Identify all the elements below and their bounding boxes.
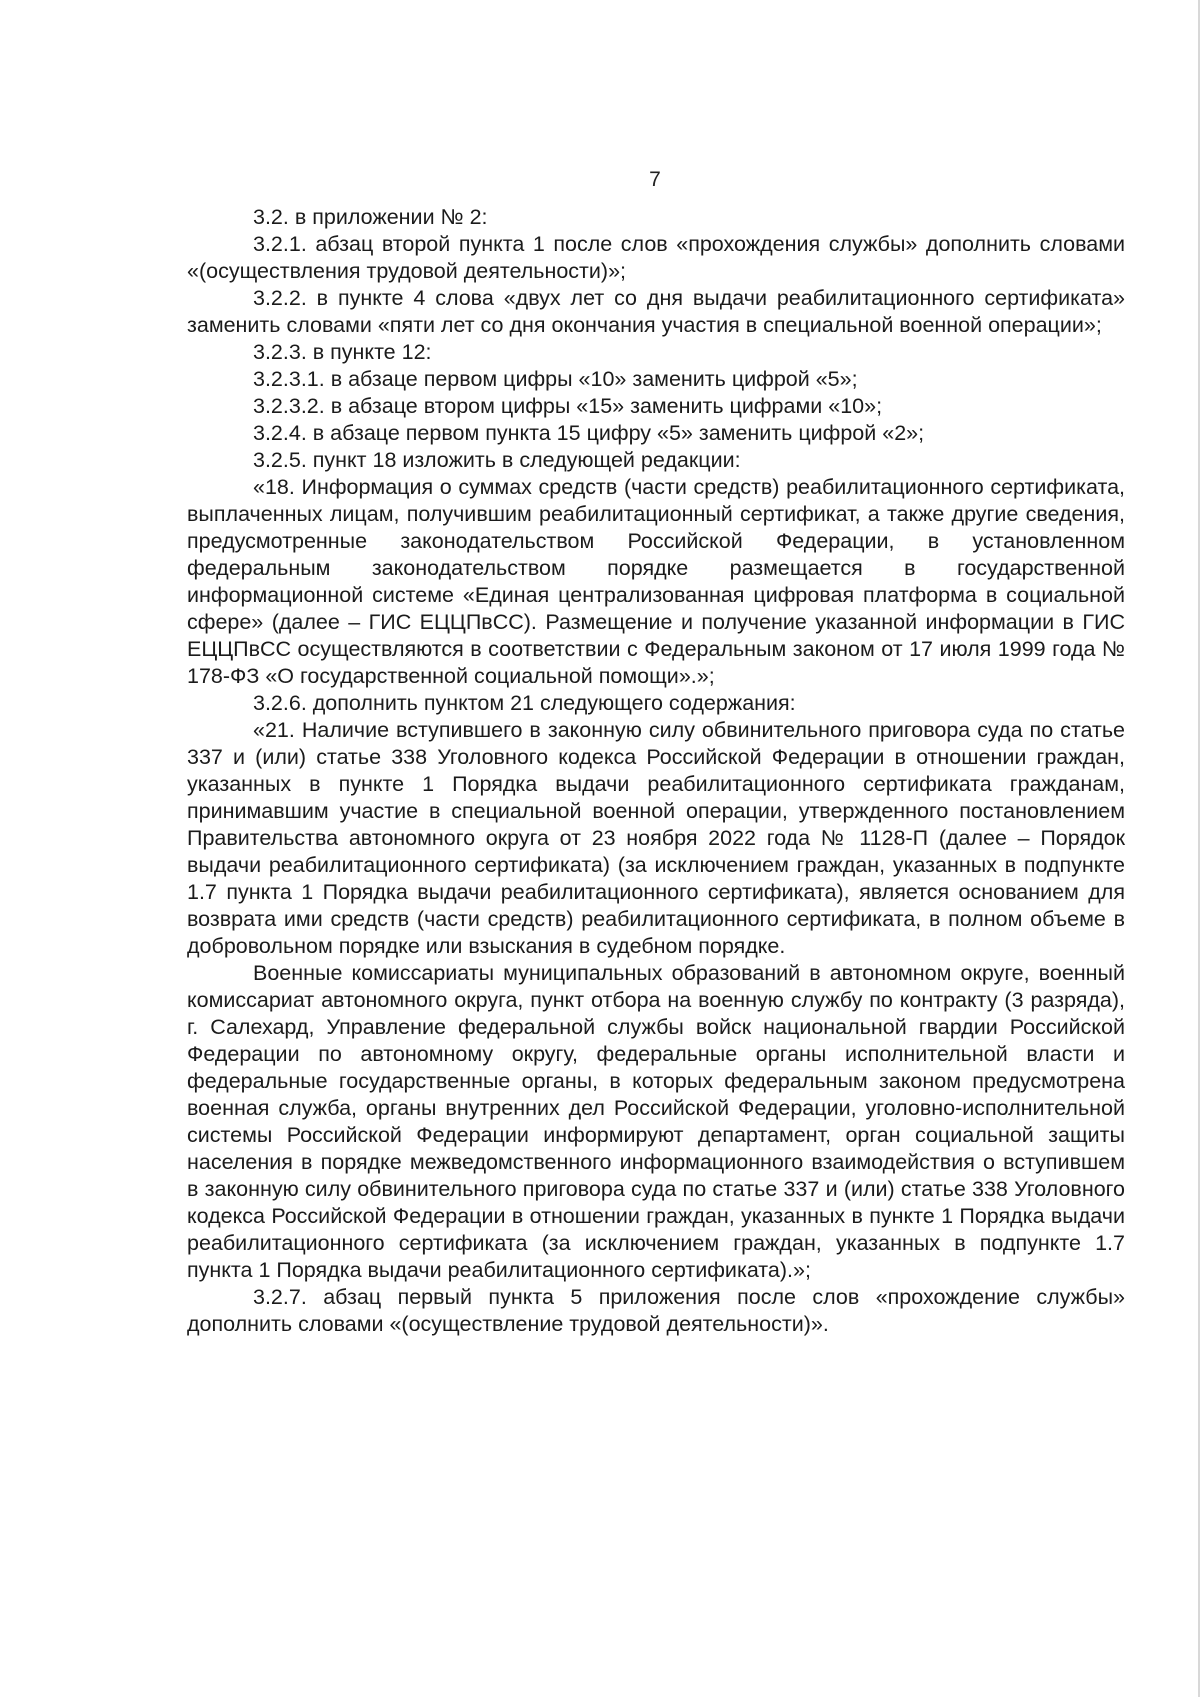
paragraph-military-commissariats: Военные комиссариаты муниципальных образований в автономном округе, военный комиссариат автономного округа, пункт отбора на военную службу по контракту (3 разряда), г. Салехард, Управление федеральной службы войск национальной гвардии Российской Федерации по автономному округу, федеральные органы исполнительной власти и федеральные государственные органы, в которых федеральным законом предусмотрена военная служба, органы внутренних дел Российской Федерации, уголовно-исполнительной системы Российской Федерации информируют департамент, орган социальной защиты населения в порядке межведомственного информационного взаимодействия о вступившем в законную силу обвинительного приговора суда по статье 337 и (или) статье 338 Уголовного кодекса Российской Федерации в отношении граждан, указанных в пункте 1 Порядка выдачи реабилитационного сертификата (за исключением граждан, указанных в подпункте 1.7 пункта 1 Порядка выдачи реабилитационного сертификата).»;: [187, 961, 1125, 1282]
paragraph-3-2-7: 3.2.7. абзац первый пункта 5 приложения после слов «прохождение службы» дополнить словами «(осуществление трудовой деятельности)».: [187, 1285, 1125, 1336]
paragraph-3-2-6: 3.2.6. дополнить пунктом 21 следующего содержания:: [253, 691, 796, 715]
paragraph-3-2-3-1: 3.2.3.1. в абзаце первом цифры «10» заменить цифрой «5»;: [253, 367, 858, 391]
paragraph-3-2: 3.2. в приложении № 2:: [253, 205, 488, 229]
paragraph-item-18: «18. Информация о суммах средств (части средств) реабилитационного сертификата, выплаченных лицам, получившим реабилитационный сертификат, а также другие сведения, предусмотренные законодательством Российской Федерации, в установленном федеральным законодательством порядке размещается в государственной информационной системе «Единая централизованная цифровая платформа в социальной сфере» (далее – ГИС ЕЦЦПвСС). Размещение и получение указанной информации в ГИС ЕЦЦПвСС осуществляются в соответствии с Федеральным законом от 17 июля 1999 года № 178-ФЗ «О государственной социальной помощи».»;: [187, 475, 1125, 688]
document-body: [187, 204, 1125, 1338]
paragraph-3-2-4: 3.2.4. в абзаце первом пункта 15 цифру «5» заменить цифрой «2»;: [253, 421, 925, 445]
paragraph-3-2-1: 3.2.1. абзац второй пункта 1 после слов «прохождения службы» дополнить словами «(осуществления трудовой деятельности)»;: [187, 232, 1125, 283]
paragraph-3-2-3: 3.2.3. в пункте 12:: [253, 340, 432, 364]
paragraph-3-2-3-2: 3.2.3.2. в абзаце втором цифры «15» заменить цифрами «10»;: [253, 394, 883, 418]
page-number: 7: [649, 168, 661, 191]
paragraph-3-2-5: 3.2.5. пункт 18 изложить в следующей редакции:: [253, 448, 741, 472]
paragraph-3-2-2: 3.2.2. в пункте 4 слова «двух лет со дня выдачи реабилитационного сертификата» заменить словами «пяти лет со дня окончания участия в специальной военной операции»;: [187, 286, 1125, 337]
paragraph-item-21: «21. Наличие вступившего в законную силу обвинительного приговора суда по статье 337 и (или) статье 338 Уголовного кодекса Российской Федерации в отношении граждан, указанных в пункте 1 Порядка выдачи реабилитационного сертификата гражданам, принимавшим участие в специальной военной операции, утвержденного постановлением Правительства автономного округа от 23 ноября 2022 года № 1128-П (далее – Порядок выдачи реабилитационного сертификата) (за исключением граждан, указанных в подпункте 1.7 пункта 1 Порядка выдачи реабилитационного сертификата), является основанием для возврата ими средств (части средств) реабилитационного сертификата, в полном объеме в добровольном порядке или взыскания в судебном порядке.: [187, 718, 1125, 958]
